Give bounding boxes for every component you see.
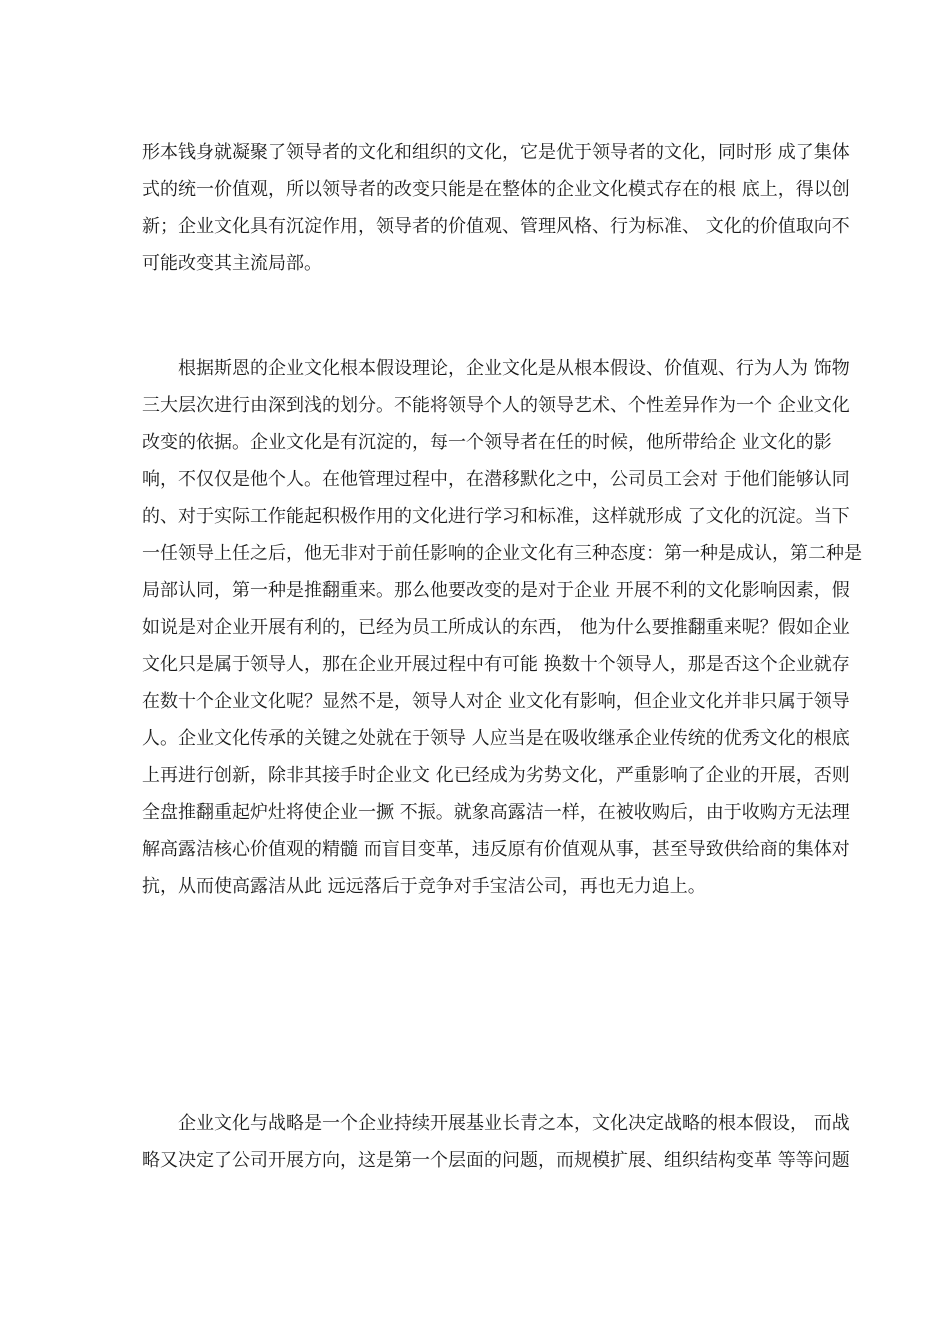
- paragraph-3: [142, 1105, 850, 1179]
- text-line: 解高露洁核心价值观的精髓 而盲目变革，违反原有价值观从事，甚至导致供给商的集体对: [142, 839, 850, 860]
- text-line: 抗，从而使高露洁从此 远远落后于竞争对手宝洁公司，再也无力追上。: [142, 876, 706, 897]
- text-line: 响，不仅仅是他个人。在他管理过程中，在潜移默化之中，公司员工会对 于他们能够认同: [142, 469, 850, 490]
- text-line: 局部认同，第一种是推翻重来。那么他要改变的是对于企业 开展不利的文化影响因素，假: [142, 580, 850, 601]
- text-line: 上再进行创新，除非其接手时企业文 化已经成为劣势文化，严重影响了企业的开展，否则: [142, 765, 850, 786]
- text-line: 在数十个企业文化呢？显然不是，领导人对企 业文化有影响，但企业文化并非只属于领导: [142, 691, 850, 712]
- text-line: 人。企业文化传承的关键之处就在于领导 人应当是在吸收继承企业传统的优秀文化的根底: [142, 728, 850, 749]
- text-line: 三大层次进行由深到浅的划分。不能将领导个人的领导艺术、个性差异作为一个 企业文化: [142, 395, 850, 416]
- text-line: 可能改变其主流局部。: [142, 253, 322, 274]
- text-line: 式的统一价值观，所以领导者的改变只能是在整体的企业文化模式存在的根 底上，得以创: [142, 179, 850, 200]
- paragraph-1: [142, 134, 850, 282]
- text-line: 如说是对企业开展有利的，已经为员工所成认的东西， 他为什么要推翻重来呢？假如企业: [142, 617, 850, 638]
- text-line: 文化只是属于领导人，那在企业开展过程中有可能 换数十个领导人，那是否这个企业就存: [142, 654, 850, 675]
- text-line: 新；企业文化具有沉淀作用，领导者的价值观、管理风格、行为标准、 文化的价值取向不: [142, 216, 850, 237]
- text-line: 改变的依据。企业文化是有沉淀的，每一个领导者在任的时候，他所带给企 业文化的影: [142, 432, 832, 453]
- paragraph-2: [142, 350, 862, 905]
- text-line: 形本钱身就凝聚了领导者的文化和组织的文化，它是优于领导者的文化，同时形 成了集体: [142, 142, 850, 163]
- text-line: 略又决定了公司开展方向，这是第一个层面的问题，而规模扩展、组织结构变革 等等问题: [142, 1150, 850, 1171]
- text-line: 根据斯恩的企业文化根本假设理论，企业文化是从根本假设、价值观、行为人为 饰物: [178, 358, 850, 379]
- text-line: 的、对于实际工作能起积极作用的文化进行学习和标准，这样就形成 了文化的沉淀。当下: [142, 506, 850, 527]
- text-line: 一任领导上任之后，他无非对于前任影响的企业文化有三种态度：第一种是成认，第二种是: [142, 543, 862, 564]
- text-line: 企业文化与战略是一个企业持续开展基业长青之本，文化决定战略的根本假设， 而战: [178, 1113, 850, 1134]
- text-line: 全盘推翻重起炉灶将使企业一撅 不振。就象高露洁一样，在被收购后，由于收购方无法理: [142, 802, 850, 823]
